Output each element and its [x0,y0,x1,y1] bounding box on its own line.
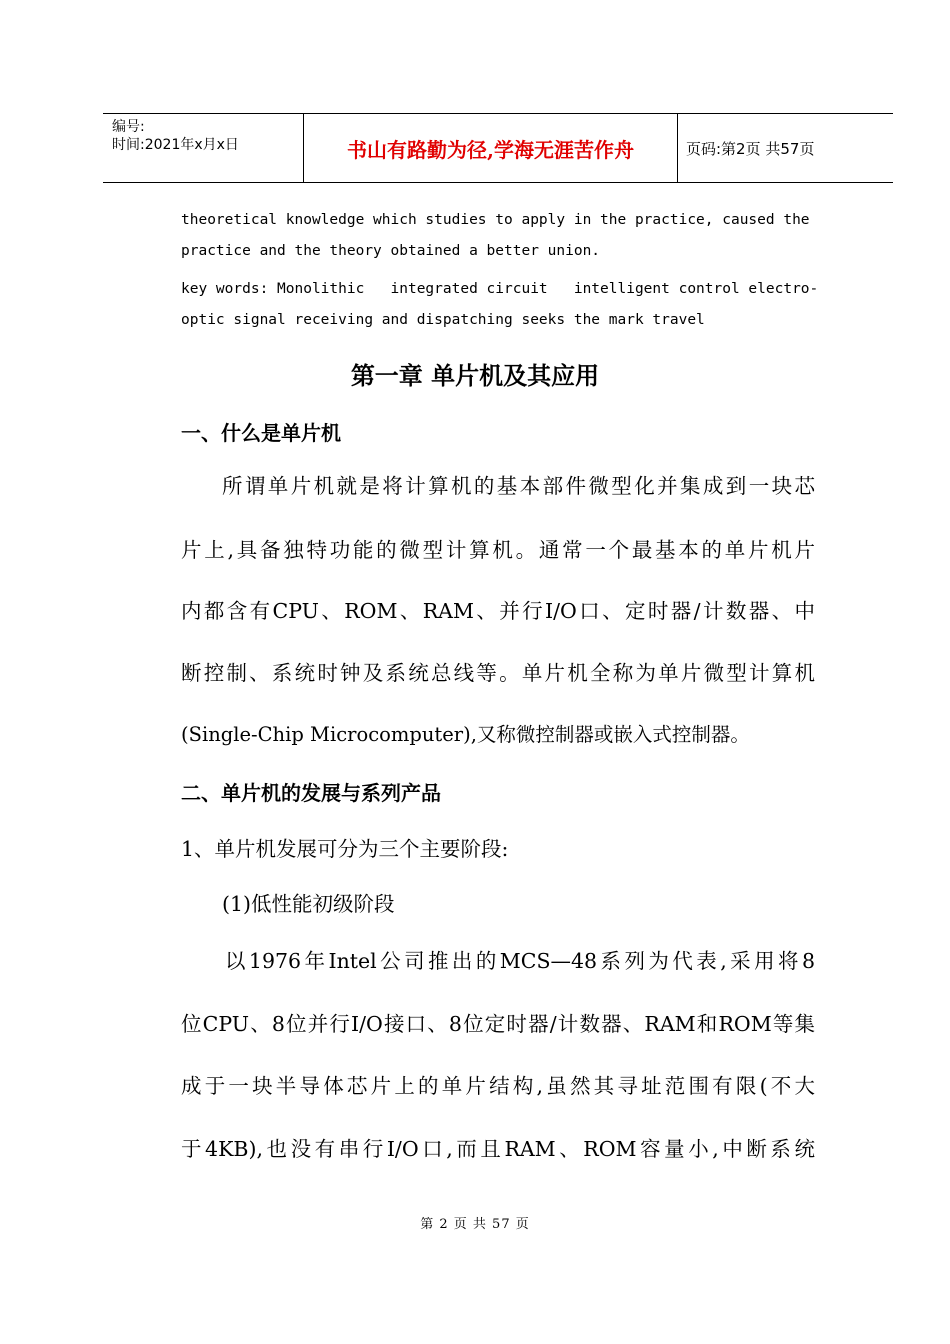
sub-item: (1)低性能初级阶段 [222,892,395,916]
abstract-line: theoretical knowledge which studies to apply in the practice, caused the [181,212,810,228]
page-footer: 第 2 页 共 57 页 [420,1217,530,1232]
header-motto: 书山有路勤为径,学海无涯苦作舟 [304,114,678,182]
keywords-line: optic signal receiving and dispatching seeks the mark travel [181,312,705,328]
paragraph-line: 断控制、系统时钟及系统总线等。单片机全称为单片微型计算机 [181,661,815,685]
list-item: 1、单片机发展可分为三个主要阶段: [181,837,509,861]
section-1-title: 一、什么是单片机 [181,421,341,445]
section-2-title: 二、单片机的发展与系列产品 [181,781,441,805]
paragraph-line: 以1976年Intel公司推出的MCS—48系列为代表,采用将8 [225,949,815,973]
paragraph-line: 成于一块半导体芯片上的单片结构,虽然其寻址范围有限(不大 [181,1074,815,1098]
paragraph-line: 于4KB),也没有串行I/O口,而且RAM、ROM容量小,中断系统 [181,1137,815,1161]
date-label: 时间:2021年x月x日 [112,137,239,153]
chapter-title: 第一章 单片机及其应用 [350,361,600,390]
number-label: 编号: [112,119,145,135]
header-table [103,113,893,183]
paragraph-line: 内都含有CPU、ROM、RAM、并行I/O口、定时器/计数器、中 [181,599,815,623]
header-meta-cell [103,114,304,182]
paragraph-line: (Single-Chip Microcomputer),又称微控制器或嵌入式控制器。 [181,723,750,746]
abstract-line: practice and the theory obtained a better union. [181,243,601,259]
paragraph-line: 位CPU、8位并行I/O接口、8位定时器/计数器、RAM和ROM等集 [181,1012,815,1036]
paragraph-line: 片上,具备独特功能的微型计算机。通常一个最基本的单片机片 [181,538,815,562]
keywords-line: key words: Monolithic integrated circuit intelligent control electro- [181,281,819,297]
paragraph-line: 所谓单片机就是将计算机的基本部件微型化并集成到一块芯 [222,474,815,498]
header-page-info: 页码:第2页 共57页 [686,139,815,158]
